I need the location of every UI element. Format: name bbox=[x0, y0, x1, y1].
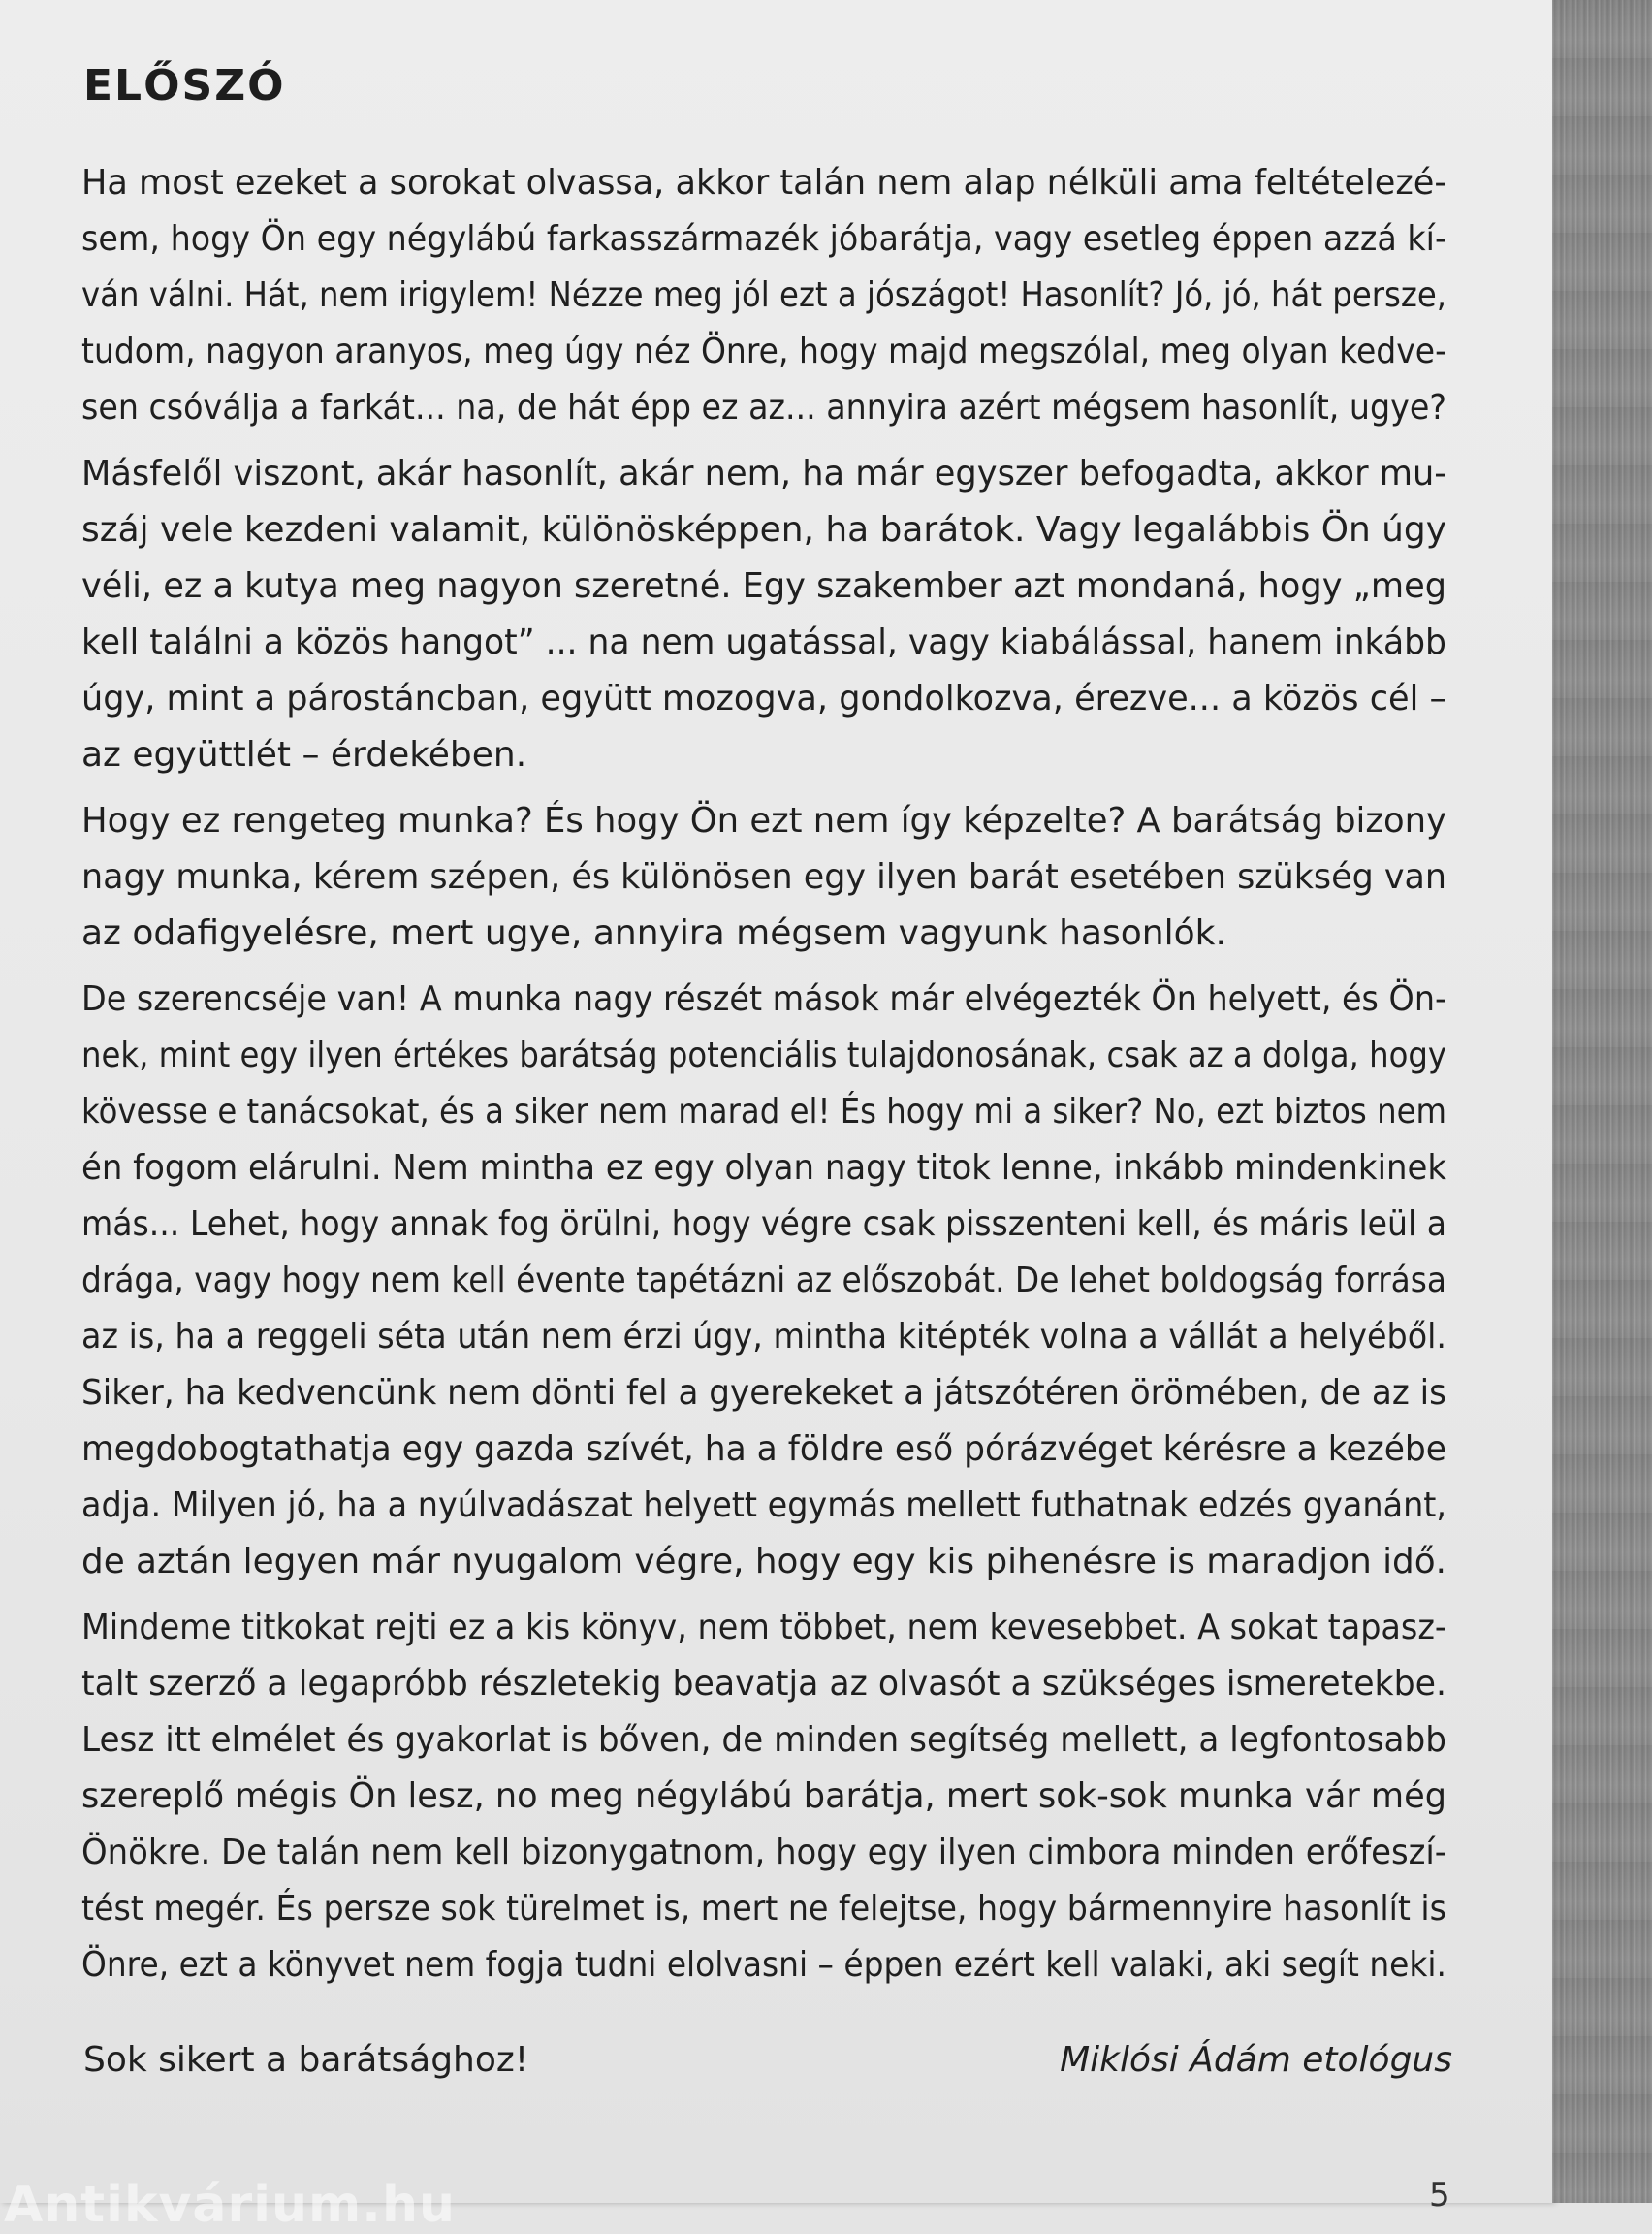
text-line: megdobogtathatja egy gazda szívét, ha a földre eső pórázvéget kérésre a kezébe bbox=[81, 1429, 1446, 1469]
text-line: nek, mint egy ilyen értékes barátság potenciális tulajdonosának, csak az a dolga, hogy bbox=[81, 1036, 1446, 1075]
text-line: Önökre. De talán nem kell bizonygatnom, hogy egy ilyen cimbora minden erőfeszí- bbox=[81, 1833, 1446, 1872]
text-line: nagy munka, kérem szépen, és különösen egy ilyen barát esetében szükség van bbox=[81, 857, 1446, 897]
text-line: az odafigyelésre, mert ugye, annyira mégsem vagyunk hasonlók. bbox=[81, 913, 1226, 953]
text-line: talt szerző a legapróbb részletekig beavatja az olvasót a szükséges ismeretekbe. bbox=[81, 1664, 1446, 1704]
text-line: az együttlét – érdekében. bbox=[81, 735, 527, 775]
text-line: Önre, ezt a könyvet nem fogja tudni elolvasni – éppen ezért kell valaki, aki segít neki. bbox=[81, 1945, 1446, 1985]
text-line: tést megér. És persze sok türelmet is, mert ne felejtse, hogy bármennyire hasonlít is bbox=[81, 1889, 1446, 1929]
text-line: én fogom elárulni. Nem mintha ez egy olyan nagy titok lenne, inkább mindenkinek bbox=[81, 1148, 1446, 1188]
text-line: adja. Milyen jó, ha a nyúlvadászat helyett egymás mellett futhatnak edzés gyanánt, bbox=[81, 1485, 1446, 1525]
paragraph bbox=[81, 446, 1446, 783]
text-line: tudom, nagyon aranyos, meg úgy néz Önre, hogy majd megszólal, meg olyan kedve- bbox=[81, 332, 1446, 371]
paragraph bbox=[81, 1600, 1446, 1994]
text-line: Siker, ha kedvencünk nem dönti fel a gyerekeket a játszótéren örömében, de az is bbox=[81, 1373, 1446, 1413]
paragraph bbox=[81, 155, 1446, 436]
text-line: száj vele kezdeni valamit, különösképpen, ha barátok. Vagy legalábbis Ön úgy bbox=[81, 510, 1446, 550]
text-line: Hogy ez rengeteg munka? És hogy Ön ezt nem így képzelte? A barátság bizony bbox=[81, 801, 1446, 841]
wooden-surface bbox=[1552, 0, 1652, 2203]
text-line: sen csóválja a farkát... na, de hát épp ez az... annyira azért mégsem hasonlít, ugye? bbox=[81, 388, 1446, 428]
text-line: az is, ha a reggeli séta után nem érzi úgy, mintha kitépték volna a vállát a helyéből. bbox=[81, 1317, 1446, 1356]
text-line: véli, ez a kutya meg nagyon szeretné. Egy szakember azt mondaná, hogy „meg bbox=[81, 566, 1446, 606]
text-line: ván válni. Hát, nem irigylem! Nézze meg jól ezt a jószágot! Hasonlít? Jó, jó, hát persze, bbox=[81, 275, 1446, 315]
text-line: Lesz itt elmélet és gyakorlat is bőven, de minden segítség mellett, a legfontosabb bbox=[81, 1720, 1446, 1760]
text-line: sem, hogy Ön egy négylábú farkasszármazék jóbarátja, vagy esetleg éppen azzá kí- bbox=[81, 219, 1446, 259]
text-line: De szerencséje van! A munka nagy részét mások már elvégezték Ön helyett, és Ön- bbox=[81, 979, 1446, 1019]
text-line: Ha most ezeket a sorokat olvassa, akkor talán nem alap nélküli ama feltételezé- bbox=[81, 163, 1446, 203]
text-line: Mindeme titkokat rejti ez a kis könyv, nem többet, nem kevesebbet. A sokat tapasz- bbox=[81, 1608, 1446, 1647]
author-signature: Miklósi Ádám etológus bbox=[1060, 2040, 1452, 2080]
closing-greeting: Sok sikert a barátsághoz! bbox=[83, 2040, 529, 2080]
text-line: de aztán legyen már nyugalom végre, hogy egy kis pihenésre is maradjon idő. bbox=[81, 1542, 1446, 1581]
text-line: úgy, mint a párostáncban, együtt mozogva, gondolkozva, érezve... a közös cél – bbox=[81, 679, 1446, 718]
page-number: 5 bbox=[1429, 2176, 1450, 2215]
text-line: más... Lehet, hogy annak fog örülni, hogy végre csak pisszenteni kell, és máris leül a bbox=[81, 1204, 1446, 1244]
text-line: drága, vagy hogy nem kell évente tapétázni az előszobát. De lehet boldogság forrása bbox=[81, 1261, 1446, 1300]
text-line: Másfelől viszont, akár hasonlít, akár nem, ha már egyszer befogadta, akkor mu- bbox=[81, 454, 1446, 494]
signoff bbox=[83, 2034, 1452, 2087]
paragraph bbox=[81, 972, 1446, 1590]
paragraph bbox=[81, 793, 1446, 962]
text-line: szereplő mégis Ön lesz, no meg négylábú barátja, mert sok-sok munka vár még bbox=[81, 1776, 1446, 1816]
text-line: kövesse e tanácsokat, és a siker nem marad el! És hogy mi a siker? No, ezt biztos nem bbox=[81, 1092, 1446, 1132]
page-title: ELŐSZÓ bbox=[83, 61, 286, 111]
watermark: Antikvárium.hu bbox=[4, 2176, 456, 2234]
text-line: kell találni a közös hangot” ... na nem ugatással, vagy kiabálással, hanem inkább bbox=[81, 622, 1446, 662]
preface-body bbox=[81, 155, 1446, 2003]
